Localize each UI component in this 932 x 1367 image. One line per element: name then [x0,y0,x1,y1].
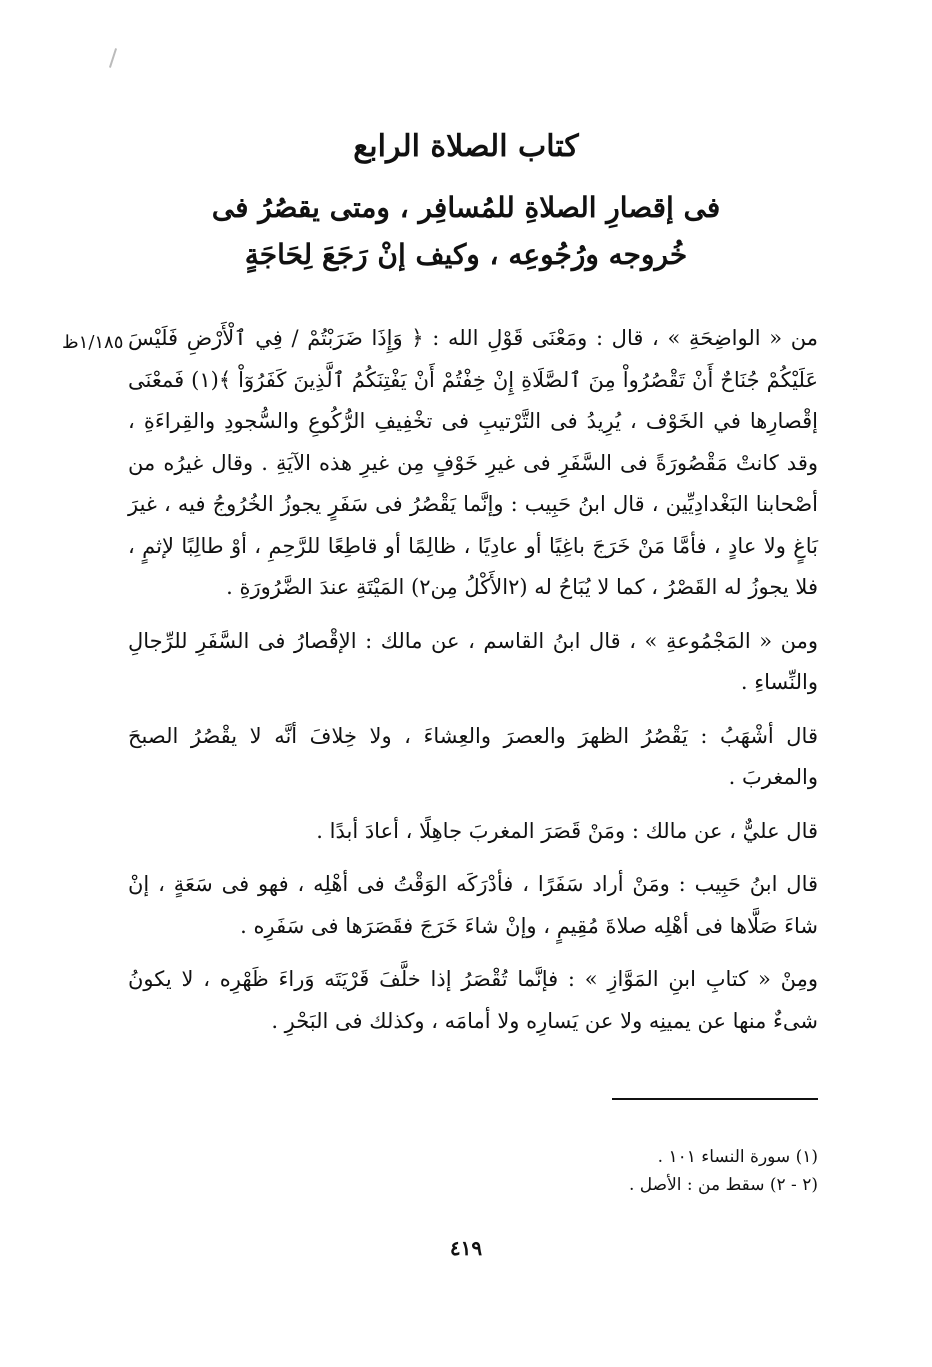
scan-artifact-mark [109,48,117,68]
footnote-1: (١) سورة النساء ١٠١ . [657,1147,818,1167]
paragraph-ibn-mawwaz: ومِنْ « كتابِ ابنِ المَوَّازِ » : فإنَّما تُقْصَرُ إذا خلَّفَ قَرْيَتَه وَراءَ ظَهْرِه ، لا يكونُ شىءٌ منها عن يمينِه ولا عن يَسارِه ولا أمامَه ، وكذلك فى البَحْرِ . [128,967,818,1033]
paragraph-wadiha: من « الواضِحَةِ » ، قال : ومَعْنَى قَوْلِ الله : ﴿ وَإِذَا ضَرَبْتُمْ / فِي ٱلْأَرْضِ فَلَيْسَ عَلَيْكُمْ جُنَاحٌ أَنْ تَقْصُرُواْ مِنَ ٱلصَّلَاةِ إِنْ خِفْتُمْ أَنْ يَفْتِنَكُمُ ٱلَّذِينَ كَفَرُوٓاْ ﴾(١) فَمعْنَى إقْصارِها في الخَوْف ، يُرِيدُ فى التَّرْتيبِ فى تخْفِيفِ الرُّكُوعِ والسُّجودِ والقِراءَةِ ، وقد كانتْ مَقْصُورَةً فى السَّفَرِ فى غيرِ خَوْفٍ مِن غيرِ هذه الآيَةِ . وقال غيرُه من أصْحابنا البَغْدادِيِّين ، قال ابنُ حَبِيب : وإنَّما يَقْصُرُ فى سَفَرٍ يجوزُ الخُرُوجُ فيه ، غيرَ بَاغٍ ولا عادٍ ، فأمَّا مَنْ خَرَجَ باغِيًا أو عادِيًا ، ظالِمًا أو قاطِعًا للرَّحِمِ ، أوْ طالِبًا لإثمٍ ، فلا يجوزُ له القَصْرُ ، كما لا يُبَاحُ له (٢الأَكْلُ مِن٢) المَيْتَةِ عندَ الضَّرُورَةِ . [128,326,818,599]
chapter-subtitle-line-1: فى إقصارِ الصلاةِ للمُسافِر ، ومتى يقصُرُ فى [211,191,721,224]
footnote-2: (٢ - ٢) سقط من : الأصل . [628,1175,818,1195]
paragraph-majmua: ومن « المَجْمُوعةِ » ، قال ابنُ القاسم ، عن مالك : الإقْصارُ فى السَّفَرِ للرِّجالِ والنِّساءِ . [128,628,818,694]
manuscript-folio-note: ١/١٨٥ظ [62,332,124,353]
footnote-separator [612,1098,818,1100]
page-number: ٤١٩ [449,1236,483,1260]
main-text [128,318,818,1054]
chapter-title: كتاب الصلاة الرابع [353,129,579,164]
footnotes [400,1143,818,1199]
paragraph-ibn-habib: قال ابنُ حَبِيب : ومَنْ أراد سَفَرًا ، فأدْرَكَه الوَقْتُ فى أهْلِه ، فهو فى سَعَةٍ ، إنْ شاءَ صَلَّاها فى أهْلِه صلاةَ مُقِيمٍ ، وإنْ شاءَ خَرَجَ فقَصَرَها فى سَفَرِه . [128,872,818,938]
paragraph-ashhab: قال أشْهَبُ : يَقْصُرُ الظهرَ والعصرَ والعِشاءَ ، ولا خِلافَ أنَّه لا يقْصُرُ الصبحَ والمغربَ . [128,723,818,789]
chapter-subtitle-line-2: خُروجه ورُجُوعِه ، وكيف إنْ رَجَعَ لِحَاجَةٍ [244,238,688,271]
paragraph-ali: قال عليٌّ ، عن مالك : ومَنْ قَصَرَ المغربَ جاهِلًا ، أعادَ أبدًا . [316,818,818,843]
